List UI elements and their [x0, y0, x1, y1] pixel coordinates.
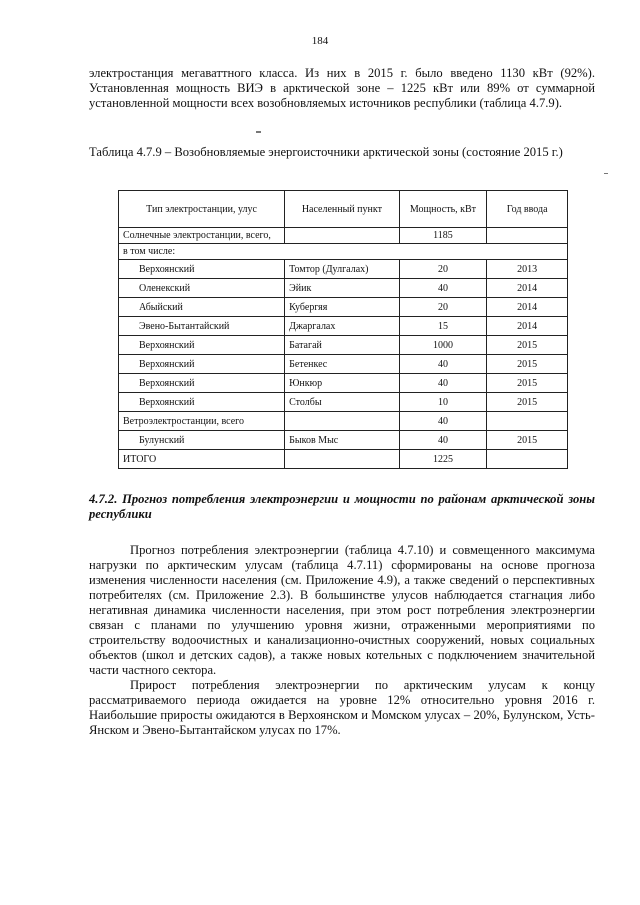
empty-cell [487, 450, 568, 469]
cell-power: 40 [399, 355, 487, 374]
cell-district: Верхоянский [119, 336, 285, 355]
cell-settlement: Столбы [285, 393, 400, 412]
cell-district: Верхоянский [119, 260, 285, 279]
empty-cell [285, 450, 400, 469]
cell-power: 15 [399, 317, 487, 336]
cell-power: 1000 [399, 336, 487, 355]
section-heading: 4.7.2. Прогноз потребления электроэнергии и мощности по районам арктической зоны республики [89, 492, 595, 521]
cell-district: Верхоянский [119, 355, 285, 374]
table-row [119, 336, 568, 355]
table-row [119, 393, 568, 412]
cell-power: 20 [399, 298, 487, 317]
cell-settlement: Юнкюр [285, 374, 400, 393]
cell-settlement: Кубергяя [285, 298, 400, 317]
empty-cell [487, 412, 568, 431]
cell-settlement: Батагай [285, 336, 400, 355]
wind-total-power: 40 [399, 412, 487, 431]
cell-district: Булунский [119, 431, 285, 450]
table-row [119, 298, 568, 317]
cell-district: Верхоянский [119, 374, 285, 393]
cell-year: 2015 [487, 374, 568, 393]
cell-district: Эвено-Бытантайский [119, 317, 285, 336]
cell-district: Абыйский [119, 298, 285, 317]
including-row [119, 244, 568, 260]
cell-settlement: Бетенкес [285, 355, 400, 374]
table-row [119, 317, 568, 336]
wind-total-label: Ветроэлектростанции, всего [119, 412, 285, 431]
header-type: Тип электростанции, улус [119, 191, 285, 228]
body-text [89, 543, 595, 738]
cell-year: 2015 [487, 393, 568, 412]
table-row [119, 431, 568, 450]
header-settlement: Населенный пункт [285, 191, 400, 228]
cell-year: 2015 [487, 355, 568, 374]
body-paragraph: Прогноз потребления электроэнергии (таблица 4.7.10) и совмещенного максимума нагрузки по арктическим улусам (таблица 4.7.11) сформированы на основе прогноза изменения численности населения (см. Приложение 4.9), а также сведений о перспективных потребителях (см. Приложение 2.3). В большинстве улусов наблюдается стагнация либо негативная динамика численности населения, при этом рост потребления электроэнергии связан с планами по улучшению уровня жизни, отраженными мероприятиями по строительству водоочистных и канализационно-очистных сооружений, новых социальных объектов (школ и детских садов), а также новых котельных с подключением значительной части частного сектора. [89, 543, 595, 677]
empty-cell [285, 412, 400, 431]
cell-power: 40 [399, 279, 487, 298]
including-label: в том числе: [119, 244, 568, 260]
cell-power: 40 [399, 431, 487, 450]
page-number: 184 [311, 35, 329, 47]
total-power: 1225 [399, 450, 487, 469]
cell-year: 2013 [487, 260, 568, 279]
table-row [119, 260, 568, 279]
scan-speck [256, 131, 261, 133]
cell-settlement: Быков Мыс [285, 431, 400, 450]
cell-power: 10 [399, 393, 487, 412]
header-year: Год ввода [487, 191, 568, 228]
total-label: ИТОГО [119, 450, 285, 469]
solar-total-label: Солнечные электростанции, всего, [119, 228, 285, 244]
header-power: Мощность, кВт [399, 191, 487, 228]
cell-year: 2014 [487, 279, 568, 298]
cell-settlement: Джаргалах [285, 317, 400, 336]
solar-total-row [119, 228, 568, 244]
cell-power: 40 [399, 374, 487, 393]
cell-year: 2015 [487, 431, 568, 450]
solar-total-power: 1185 [399, 228, 487, 244]
renewables-table [118, 190, 568, 469]
scan-speck [604, 173, 608, 174]
cell-settlement: Эйик [285, 279, 400, 298]
table-row [119, 355, 568, 374]
table-row [119, 279, 568, 298]
cell-power: 20 [399, 260, 487, 279]
cell-year: 2014 [487, 317, 568, 336]
cell-year: 2015 [487, 336, 568, 355]
intro-paragraph: электростанция мегаваттного класса. Из них в 2015 г. было введено 1130 кВт (92%). Установленная мощность ВИЭ в арктической зоне – 1225 кВт или 89% от суммарной установленной мощности всех возобновляемых источников республики (таблица 4.7.9). [89, 66, 595, 110]
total-row [119, 450, 568, 469]
cell-year: 2014 [487, 298, 568, 317]
cell-district: Верхоянский [119, 393, 285, 412]
cell-settlement: Томтор (Дулгалах) [285, 260, 400, 279]
cell-district: Оленекский [119, 279, 285, 298]
table-caption: Таблица 4.7.9 – Возобновляемые энергоисточники арктической зоны (состояние 2015 г.) [89, 145, 563, 159]
table-row [119, 374, 568, 393]
table-header-row [119, 191, 568, 228]
body-paragraph: Прирост потребления электроэнергии по арктическим улусам к концу рассматриваемого периода ожидается на уровне 12% относительно уровня 2016 г. Наибольшие приросты ожидаются в Верхоянском и Момском улусах – 20%, Булунском, Усть-Янском и Эвено-Бытантайском улусах по 17%. [89, 678, 595, 737]
wind-total-row [119, 412, 568, 431]
